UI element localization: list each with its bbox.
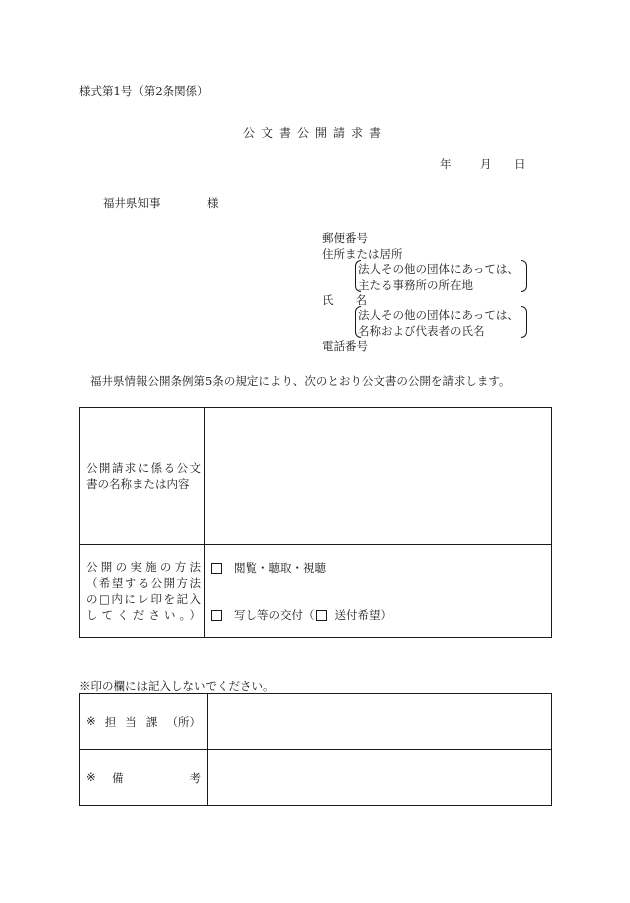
address-note-line: 主たる事務所の所在地 [358, 278, 473, 292]
addressee-honorific: 様 [207, 196, 219, 210]
name-note-line: 名称および代表者の氏名 [358, 324, 485, 338]
dept-row [80, 694, 552, 750]
dept-label-char: 課 [145, 714, 158, 729]
date-month-label: 月 [480, 157, 492, 171]
dept-label [80, 694, 208, 750]
content-row [80, 408, 552, 545]
checkbox-copy[interactable] [211, 610, 222, 621]
option-mail-label: 送付希望） [334, 608, 392, 622]
form-number: 様式第1号（第2条関係） [79, 84, 209, 98]
phone-label: 電話番号 [322, 339, 368, 353]
option-view-label: 閲覧・聴取・視聴 [234, 561, 326, 575]
method-label-line: してください。） [86, 608, 201, 622]
dept-label-char: （所） [166, 714, 201, 729]
content-label-line: 書の名称または内容 [86, 477, 190, 491]
option-copy [205, 607, 392, 623]
address-label: 住所または居所 [322, 247, 403, 261]
method-label-line: （希望する公開方法 [86, 576, 201, 590]
office-table [79, 693, 552, 806]
remarks-row [80, 750, 552, 806]
checkbox-view[interactable] [211, 563, 222, 574]
method-label [80, 545, 205, 638]
postal-code-label: 郵便番号 [322, 231, 368, 245]
office-use-note: ※印の欄には記入しないでください。 [79, 679, 275, 693]
remarks-label [80, 750, 208, 806]
checkbox-mail[interactable] [316, 610, 327, 621]
name-label-char: 名 [355, 293, 367, 307]
date-day-label: 日 [514, 157, 526, 171]
content-label [80, 408, 205, 545]
date-year-label: 年 [440, 157, 452, 171]
address-note-line: 法人その他の団体にあっては、 [358, 262, 519, 276]
document-title: 公文書公開請求書 [242, 126, 387, 140]
dept-label-text [86, 714, 201, 730]
address-note [355, 260, 527, 292]
name-label-char: 氏 [322, 293, 334, 307]
addressee-name: 福井県知事 [103, 196, 161, 210]
remarks-label-char: 備 [112, 770, 124, 785]
name-note-line: 法人その他の団体にあっては、 [358, 308, 519, 322]
remarks-label-char: ※ [86, 769, 96, 784]
dept-label-char: ※ [86, 713, 96, 728]
method-label-line: の□内にレ印を記入 [86, 592, 201, 606]
dept-label-char: 当 [125, 714, 137, 729]
remarks-label-text [86, 770, 201, 786]
method-options [205, 545, 552, 638]
option-copy-label: 写し等の交付（ [234, 608, 315, 622]
request-statement: 福井県情報公開条例第5条の規定により、次のとおり公文書の公開を請求します。 [90, 374, 511, 388]
dept-field[interactable] [208, 694, 552, 750]
remarks-field[interactable] [208, 750, 552, 806]
option-view [205, 560, 326, 576]
request-table [79, 407, 552, 638]
content-field[interactable] [205, 408, 552, 545]
method-row [80, 545, 552, 638]
content-label-line: 公開請求に係る公文 [86, 461, 201, 475]
remarks-label-char: 考 [189, 770, 201, 785]
method-label-line: 公開の実施の方法 [86, 560, 201, 574]
name-note [355, 306, 527, 338]
dept-label-char: 担 [104, 714, 117, 729]
